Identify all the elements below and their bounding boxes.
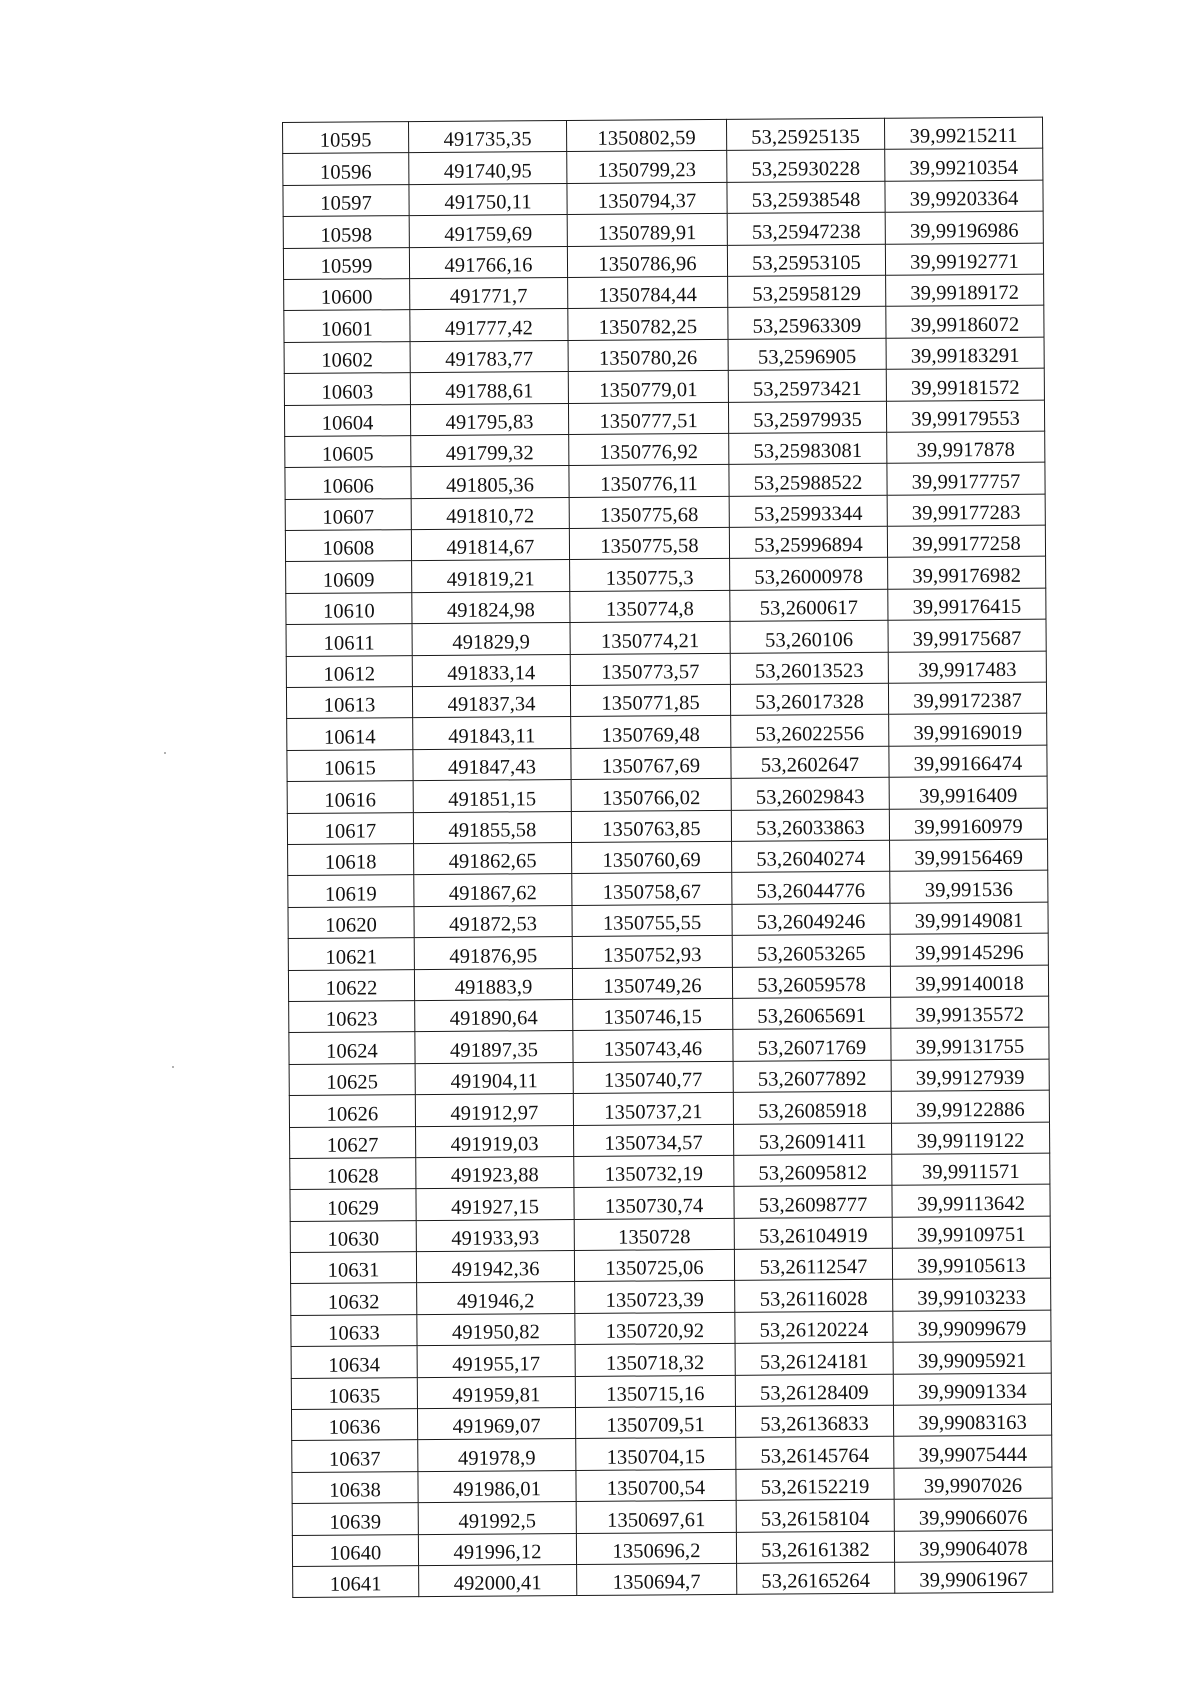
latitude-cell: 53,26040274	[732, 840, 890, 872]
x-coordinate-cell: 491759,69	[409, 215, 567, 247]
y-coordinate-cell: 1350743,46	[573, 1030, 733, 1063]
latitude-cell: 53,25963309	[728, 307, 886, 339]
x-coordinate-cell: 491810,72	[411, 497, 569, 529]
longitude-cell: 39,99064078	[894, 1530, 1052, 1562]
y-coordinate-cell: 1350782,25	[568, 308, 728, 341]
longitude-cell: 39,99172387	[888, 682, 1046, 714]
y-coordinate-cell: 1350725,06	[574, 1249, 734, 1282]
latitude-cell: 53,26165264	[737, 1562, 895, 1594]
table-row	[286, 682, 1046, 719]
table-row	[290, 1184, 1050, 1221]
point-number-cell: 10606	[285, 467, 411, 499]
point-number-cell: 10604	[284, 404, 410, 436]
longitude-cell: 39,9907026	[894, 1467, 1052, 1499]
table-row	[289, 1059, 1049, 1096]
table-row	[283, 180, 1043, 217]
coordinates-table-container	[282, 117, 1052, 1599]
latitude-cell: 53,260106	[730, 621, 888, 653]
x-coordinate-cell: 491735,35	[409, 121, 567, 153]
point-number-cell: 10609	[286, 561, 412, 593]
y-coordinate-cell: 1350715,16	[575, 1375, 735, 1408]
table-row	[293, 1561, 1053, 1598]
x-coordinate-cell: 491862,65	[414, 842, 572, 874]
longitude-cell: 39,9916409	[889, 776, 1047, 808]
x-coordinate-cell: 491969,07	[417, 1407, 575, 1439]
y-coordinate-cell: 1350777,51	[568, 402, 728, 435]
y-coordinate-cell: 1350696,2	[576, 1532, 736, 1565]
point-number-cell: 10608	[285, 530, 411, 562]
point-number-cell: 10630	[290, 1220, 416, 1252]
latitude-cell: 53,26029843	[731, 777, 889, 809]
table-row	[287, 745, 1047, 782]
longitude-cell: 39,99215211	[884, 117, 1042, 149]
latitude-cell: 53,26098777	[734, 1186, 892, 1218]
y-coordinate-cell: 1350789,91	[567, 214, 727, 247]
table-row	[285, 462, 1045, 499]
latitude-cell: 53,26065691	[733, 997, 891, 1029]
x-coordinate-cell: 491843,11	[413, 717, 571, 749]
point-number-cell: 10639	[292, 1503, 418, 1535]
x-coordinate-cell: 491766,16	[409, 246, 567, 278]
longitude-cell: 39,99183291	[886, 337, 1044, 369]
latitude-cell: 53,2596905	[728, 338, 886, 370]
latitude-cell: 53,26116028	[735, 1280, 893, 1312]
longitude-cell: 39,99196986	[885, 211, 1043, 243]
table-row	[285, 431, 1045, 468]
point-number-cell: 10605	[285, 436, 411, 468]
scan-speck	[164, 752, 166, 754]
y-coordinate-cell: 1350776,92	[569, 433, 729, 466]
longitude-cell: 39,99175687	[888, 619, 1046, 651]
point-number-cell: 10620	[288, 906, 414, 938]
longitude-cell: 39,99135572	[891, 996, 1049, 1028]
longitude-cell: 39,99169019	[889, 714, 1047, 746]
table-row	[291, 1310, 1051, 1347]
latitude-cell: 53,25988522	[729, 464, 887, 496]
point-number-cell: 10595	[283, 122, 409, 154]
x-coordinate-cell: 491799,32	[411, 434, 569, 466]
longitude-cell: 39,99119122	[892, 1122, 1050, 1154]
y-coordinate-cell: 1350730,74	[574, 1187, 734, 1220]
y-coordinate-cell: 1350794,37	[567, 182, 727, 215]
latitude-cell: 53,26120224	[735, 1311, 893, 1343]
x-coordinate-cell: 492000,41	[419, 1564, 577, 1596]
latitude-cell: 53,25953105	[727, 244, 885, 276]
y-coordinate-cell: 1350720,92	[575, 1312, 735, 1345]
y-coordinate-cell: 1350749,26	[572, 967, 732, 1000]
longitude-cell: 39,99099679	[893, 1310, 1051, 1342]
point-number-cell: 10637	[292, 1440, 418, 1472]
latitude-cell: 53,2600617	[730, 589, 888, 621]
point-number-cell: 10631	[290, 1252, 416, 1284]
y-coordinate-cell: 1350728	[574, 1218, 734, 1251]
point-number-cell: 10619	[288, 875, 414, 907]
table-row	[287, 714, 1047, 751]
point-number-cell: 10635	[291, 1377, 417, 1409]
table-row	[287, 776, 1047, 813]
x-coordinate-cell: 491959,81	[417, 1376, 575, 1408]
latitude-cell: 53,25925135	[726, 118, 884, 150]
longitude-cell: 39,9911571	[892, 1153, 1050, 1185]
latitude-cell: 53,25979935	[728, 401, 886, 433]
longitude-cell: 39,9917483	[888, 651, 1046, 683]
x-coordinate-cell: 491847,43	[413, 748, 571, 780]
point-number-cell: 10621	[288, 938, 414, 970]
table-row	[292, 1467, 1052, 1504]
longitude-cell: 39,99192771	[885, 243, 1043, 275]
table-row	[283, 211, 1043, 248]
table-row	[286, 619, 1046, 656]
point-number-cell: 10603	[284, 373, 410, 405]
longitude-cell: 39,99189172	[886, 274, 1044, 306]
table-row	[283, 243, 1043, 280]
table-row	[290, 1216, 1050, 1253]
x-coordinate-cell: 491872,53	[414, 905, 572, 937]
table-row	[289, 1090, 1049, 1127]
y-coordinate-cell: 1350799,23	[567, 151, 727, 184]
y-coordinate-cell: 1350755,55	[572, 904, 732, 937]
y-coordinate-cell: 1350775,68	[569, 496, 729, 529]
table-row	[285, 525, 1045, 562]
table-row	[290, 1122, 1050, 1159]
table-row	[289, 996, 1049, 1033]
y-coordinate-cell: 1350769,48	[571, 716, 731, 749]
point-number-cell: 10618	[288, 844, 414, 876]
longitude-cell: 39,9917878	[887, 431, 1045, 463]
longitude-cell: 39,99075444	[894, 1436, 1052, 1468]
latitude-cell: 53,26033863	[731, 809, 889, 841]
table-row	[286, 651, 1046, 688]
y-coordinate-cell: 1350763,85	[571, 810, 731, 843]
point-number-cell: 10600	[284, 279, 410, 311]
point-number-cell: 10624	[289, 1032, 415, 1064]
point-number-cell: 10634	[291, 1346, 417, 1378]
table-row	[286, 588, 1046, 625]
table-row	[284, 274, 1044, 311]
longitude-cell: 39,99131755	[891, 1027, 1049, 1059]
y-coordinate-cell: 1350734,57	[574, 1124, 734, 1157]
table-row	[292, 1530, 1052, 1567]
table-row	[288, 839, 1048, 876]
longitude-cell: 39,99177283	[887, 494, 1045, 526]
longitude-cell: 39,99109751	[892, 1216, 1050, 1248]
longitude-cell: 39,99105613	[892, 1247, 1050, 1279]
longitude-cell: 39,99103233	[893, 1279, 1051, 1311]
y-coordinate-cell: 1350709,51	[575, 1406, 735, 1439]
table-row	[288, 933, 1048, 970]
table-row	[284, 337, 1044, 374]
point-number-cell: 10625	[289, 1063, 415, 1095]
longitude-cell: 39,99160979	[889, 808, 1047, 840]
latitude-cell: 53,26128409	[735, 1374, 893, 1406]
latitude-cell: 53,26077892	[733, 1060, 891, 1092]
longitude-cell: 39,99149081	[890, 902, 1048, 934]
x-coordinate-cell: 491904,11	[415, 1062, 573, 1094]
table-row	[284, 400, 1044, 437]
point-number-cell: 10599	[283, 247, 409, 279]
longitude-cell: 39,99127939	[891, 1059, 1049, 1091]
x-coordinate-cell: 491950,82	[417, 1313, 575, 1345]
table-row	[288, 965, 1048, 1002]
x-coordinate-cell: 491824,98	[412, 591, 570, 623]
point-number-cell: 10616	[287, 781, 413, 813]
point-number-cell: 10638	[292, 1471, 418, 1503]
x-coordinate-cell: 491783,77	[410, 340, 568, 372]
x-coordinate-cell: 491986,01	[418, 1470, 576, 1502]
point-number-cell: 10622	[288, 969, 414, 1001]
point-number-cell: 10617	[287, 812, 413, 844]
latitude-cell: 53,26124181	[735, 1342, 893, 1374]
point-number-cell: 10598	[283, 216, 409, 248]
longitude-cell: 39,99145296	[890, 933, 1048, 965]
point-number-cell: 10601	[284, 310, 410, 342]
y-coordinate-cell: 1350732,19	[574, 1155, 734, 1188]
latitude-cell: 53,26095812	[734, 1154, 892, 1186]
x-coordinate-cell: 491876,95	[414, 937, 572, 969]
x-coordinate-cell: 491996,12	[418, 1533, 576, 1565]
longitude-cell: 39,99091334	[893, 1373, 1051, 1405]
latitude-cell: 53,26112547	[734, 1248, 892, 1280]
longitude-cell: 39,99166474	[889, 745, 1047, 777]
x-coordinate-cell: 491955,17	[417, 1345, 575, 1377]
point-number-cell: 10612	[286, 655, 412, 687]
y-coordinate-cell: 1350773,57	[570, 653, 730, 686]
table-row	[291, 1373, 1051, 1410]
coordinates-table	[282, 117, 1053, 1599]
latitude-cell: 53,25983081	[729, 432, 887, 464]
x-coordinate-cell: 491837,34	[412, 686, 570, 718]
x-coordinate-cell: 491795,83	[410, 403, 568, 435]
latitude-cell: 53,26017328	[730, 683, 888, 715]
y-coordinate-cell: 1350774,21	[570, 622, 730, 655]
latitude-cell: 53,26053265	[732, 934, 890, 966]
point-number-cell: 10626	[289, 1095, 415, 1127]
y-coordinate-cell: 1350774,8	[570, 590, 730, 623]
x-coordinate-cell: 491992,5	[418, 1502, 576, 1534]
latitude-cell: 53,2602647	[731, 746, 889, 778]
latitude-cell: 53,25973421	[728, 369, 886, 401]
latitude-cell: 53,26104919	[734, 1217, 892, 1249]
x-coordinate-cell: 491890,64	[415, 999, 573, 1031]
longitude-cell: 39,99176982	[888, 557, 1046, 589]
latitude-cell: 53,26049246	[732, 903, 890, 935]
x-coordinate-cell: 491946,2	[417, 1282, 575, 1314]
x-coordinate-cell: 491927,15	[416, 1188, 574, 1220]
point-number-cell: 10623	[289, 1001, 415, 1033]
x-coordinate-cell: 491897,35	[415, 1031, 573, 1063]
y-coordinate-cell: 1350700,54	[576, 1469, 736, 1502]
x-coordinate-cell: 491933,93	[416, 1219, 574, 1251]
latitude-cell: 53,26161382	[736, 1531, 894, 1563]
y-coordinate-cell: 1350752,93	[572, 936, 732, 969]
table-row	[291, 1404, 1051, 1441]
longitude-cell: 39,99156469	[890, 839, 1048, 871]
y-coordinate-cell: 1350767,69	[571, 747, 731, 780]
point-number-cell: 10641	[293, 1566, 419, 1598]
x-coordinate-cell: 491740,95	[409, 152, 567, 184]
scan-speck	[172, 1066, 174, 1068]
table-row	[290, 1247, 1050, 1284]
table-row	[288, 902, 1048, 939]
x-coordinate-cell: 491919,03	[416, 1125, 574, 1157]
latitude-cell: 53,26136833	[735, 1405, 893, 1437]
y-coordinate-cell: 1350737,21	[573, 1092, 733, 1125]
y-coordinate-cell: 1350780,26	[568, 339, 728, 372]
point-number-cell: 10613	[286, 687, 412, 719]
point-number-cell: 10632	[291, 1283, 417, 1315]
table-row	[290, 1153, 1050, 1190]
latitude-cell: 53,25930228	[727, 150, 885, 182]
longitude-cell: 39,99203364	[885, 180, 1043, 212]
table-row	[283, 149, 1043, 186]
point-number-cell: 10597	[283, 184, 409, 216]
x-coordinate-cell: 491923,88	[416, 1156, 574, 1188]
longitude-cell: 39,99177258	[887, 525, 1045, 557]
x-coordinate-cell: 491833,14	[412, 654, 570, 686]
point-number-cell: 10610	[286, 592, 412, 624]
longitude-cell: 39,99061967	[895, 1561, 1053, 1593]
table-row	[291, 1341, 1051, 1378]
longitude-cell: 39,99095921	[893, 1341, 1051, 1373]
longitude-cell: 39,99176415	[888, 588, 1046, 620]
x-coordinate-cell: 491883,9	[414, 968, 572, 1000]
y-coordinate-cell: 1350766,02	[571, 779, 731, 812]
latitude-cell: 53,26044776	[732, 872, 890, 904]
y-coordinate-cell: 1350723,39	[575, 1281, 735, 1314]
y-coordinate-cell: 1350776,11	[569, 465, 729, 498]
y-coordinate-cell: 1350775,3	[570, 559, 730, 592]
y-coordinate-cell: 1350779,01	[568, 371, 728, 404]
latitude-cell: 53,26158104	[736, 1499, 894, 1531]
table-row	[289, 1027, 1049, 1064]
y-coordinate-cell: 1350758,67	[572, 873, 732, 906]
point-number-cell: 10640	[292, 1534, 418, 1566]
y-coordinate-cell: 1350775,58	[569, 527, 729, 560]
longitude-cell: 39,99177757	[887, 462, 1045, 494]
x-coordinate-cell: 491867,62	[414, 874, 572, 906]
point-number-cell: 10611	[286, 624, 412, 656]
table-row	[284, 306, 1044, 343]
latitude-cell: 53,26152219	[736, 1468, 894, 1500]
table-row	[292, 1436, 1052, 1473]
x-coordinate-cell: 491829,9	[412, 623, 570, 655]
coordinates-table-body	[283, 117, 1053, 1598]
table-row	[291, 1279, 1051, 1316]
table-row	[286, 557, 1046, 594]
latitude-cell: 53,26059578	[732, 966, 890, 998]
point-number-cell: 10596	[283, 153, 409, 185]
table-row	[283, 117, 1043, 154]
point-number-cell: 10602	[284, 341, 410, 373]
y-coordinate-cell: 1350760,69	[572, 841, 732, 874]
x-coordinate-cell: 491788,61	[410, 372, 568, 404]
table-row	[288, 871, 1048, 908]
longitude-cell: 39,991536	[890, 871, 1048, 903]
latitude-cell: 53,25958129	[728, 275, 886, 307]
point-number-cell: 10607	[285, 498, 411, 530]
table-row	[292, 1498, 1052, 1535]
x-coordinate-cell: 491978,9	[418, 1439, 576, 1471]
x-coordinate-cell: 491855,58	[413, 811, 571, 843]
latitude-cell: 53,26091411	[734, 1123, 892, 1155]
longitude-cell: 39,99083163	[893, 1404, 1051, 1436]
y-coordinate-cell: 1350771,85	[570, 684, 730, 717]
latitude-cell: 53,26013523	[730, 652, 888, 684]
y-coordinate-cell: 1350802,59	[566, 119, 726, 152]
latitude-cell: 53,25938548	[727, 181, 885, 213]
x-coordinate-cell: 491819,21	[412, 560, 570, 592]
table-row	[287, 808, 1047, 845]
longitude-cell: 39,99140018	[890, 965, 1048, 997]
longitude-cell: 39,99113642	[892, 1184, 1050, 1216]
point-number-cell: 10615	[287, 749, 413, 781]
y-coordinate-cell: 1350718,32	[575, 1344, 735, 1377]
table-row	[284, 368, 1044, 405]
x-coordinate-cell: 491851,15	[413, 780, 571, 812]
point-number-cell: 10614	[287, 718, 413, 750]
y-coordinate-cell: 1350704,15	[576, 1438, 736, 1471]
longitude-cell: 39,99181572	[886, 368, 1044, 400]
y-coordinate-cell: 1350697,61	[576, 1501, 736, 1534]
latitude-cell: 53,26145764	[736, 1437, 894, 1469]
latitude-cell: 53,26071769	[733, 1029, 891, 1061]
y-coordinate-cell: 1350740,77	[573, 1061, 733, 1094]
y-coordinate-cell: 1350786,96	[567, 245, 727, 278]
longitude-cell: 39,99179553	[886, 400, 1044, 432]
table-row	[285, 494, 1045, 531]
point-number-cell: 10628	[290, 1157, 416, 1189]
latitude-cell: 53,26000978	[730, 558, 888, 590]
longitude-cell: 39,99186072	[886, 306, 1044, 338]
x-coordinate-cell: 491777,42	[410, 309, 568, 341]
latitude-cell: 53,26085918	[733, 1091, 891, 1123]
latitude-cell: 53,25993344	[729, 495, 887, 527]
point-number-cell: 10633	[291, 1314, 417, 1346]
x-coordinate-cell: 491942,36	[416, 1251, 574, 1283]
point-number-cell: 10627	[290, 1126, 416, 1158]
x-coordinate-cell: 491771,7	[410, 277, 568, 309]
point-number-cell: 10636	[291, 1409, 417, 1441]
y-coordinate-cell: 1350746,15	[573, 998, 733, 1031]
longitude-cell: 39,99066076	[894, 1498, 1052, 1530]
x-coordinate-cell: 491805,36	[411, 466, 569, 498]
y-coordinate-cell: 1350784,44	[568, 276, 728, 309]
longitude-cell: 39,99210354	[885, 149, 1043, 181]
latitude-cell: 53,26022556	[731, 715, 889, 747]
y-coordinate-cell: 1350694,7	[577, 1563, 737, 1596]
point-number-cell: 10629	[290, 1189, 416, 1221]
x-coordinate-cell: 491814,67	[411, 529, 569, 561]
x-coordinate-cell: 491750,11	[409, 183, 567, 215]
latitude-cell: 53,25996894	[729, 526, 887, 558]
longitude-cell: 39,99122886	[891, 1090, 1049, 1122]
latitude-cell: 53,25947238	[727, 212, 885, 244]
x-coordinate-cell: 491912,97	[415, 1094, 573, 1126]
